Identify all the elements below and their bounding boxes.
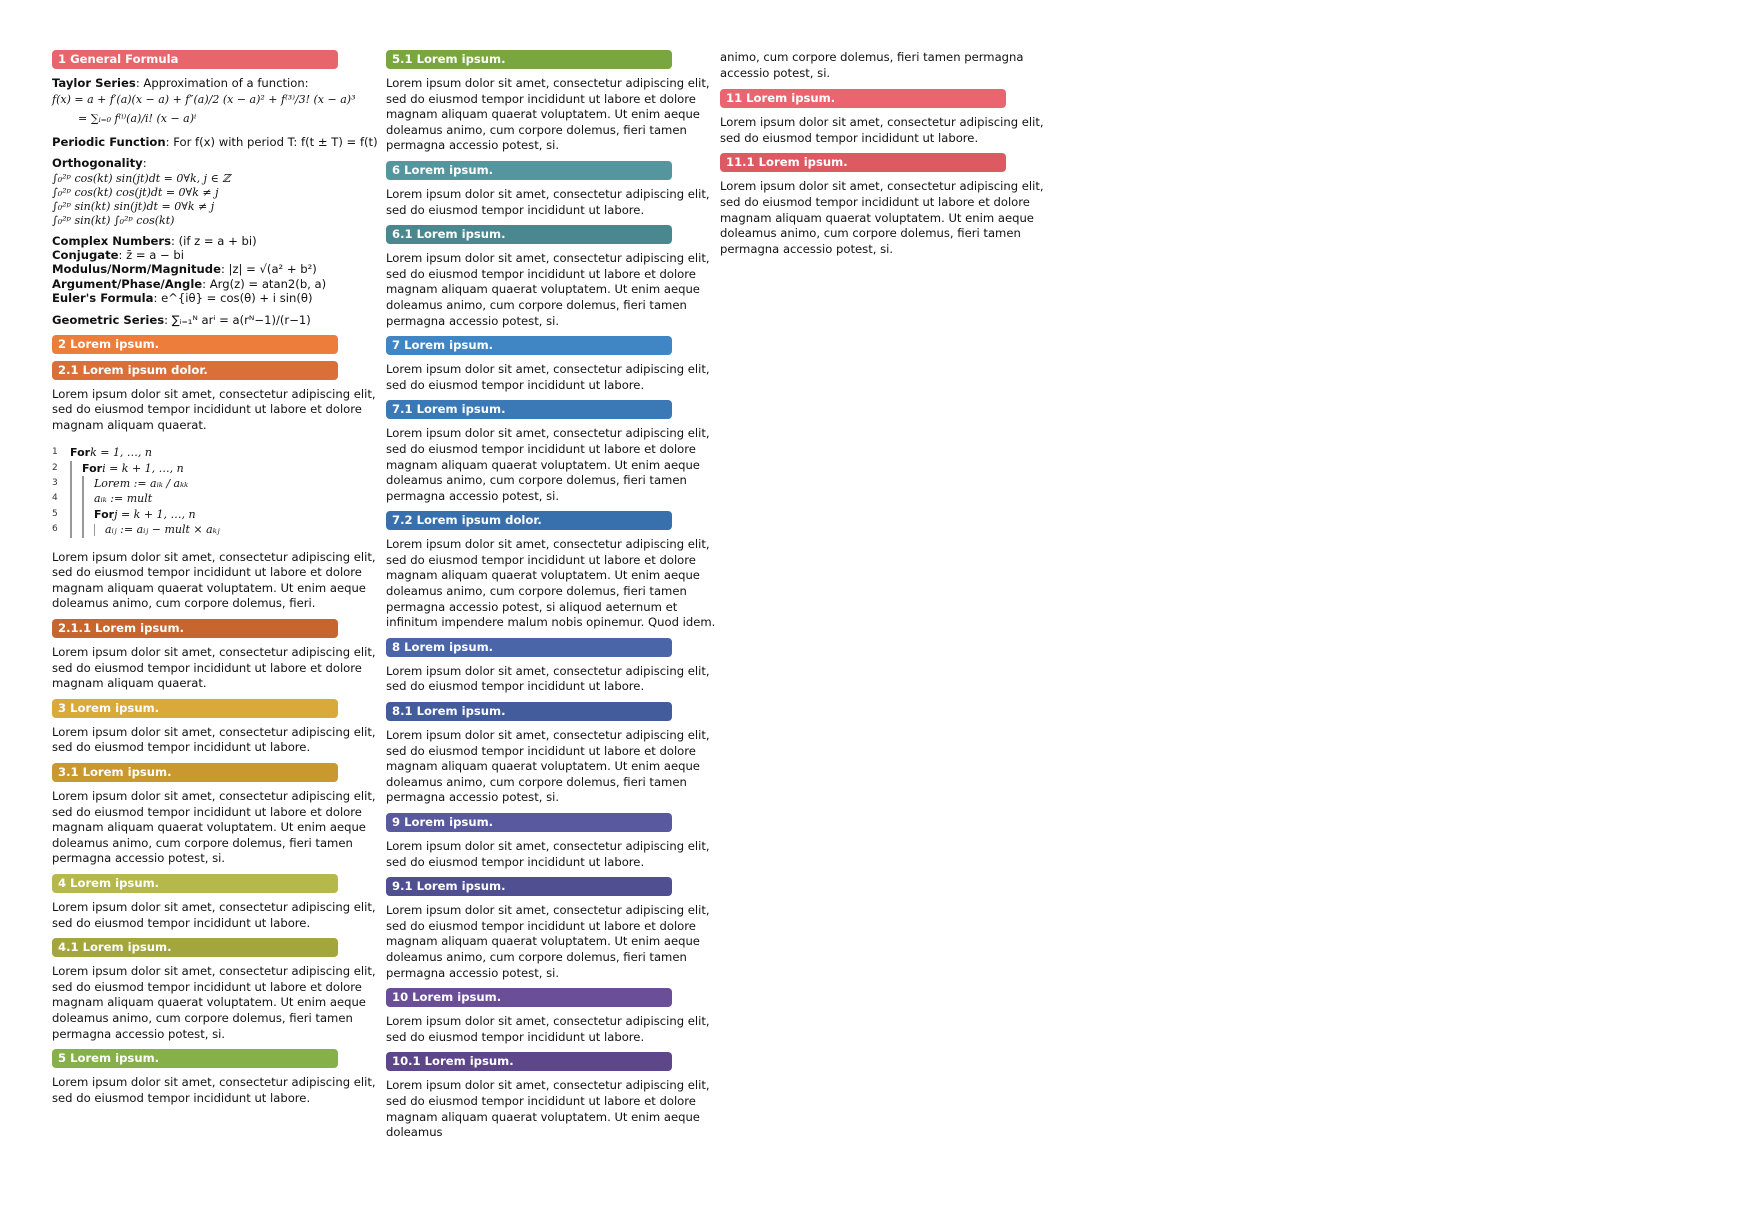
section-10-1-paragraph-continued: animo, cum corpore dolemus, fieri tamen permagna accessio potest, si. xyxy=(720,50,1024,80)
orthogonality-formula: ∫₀²ᵖ cos(kt) sin(jt)dt = 0∀k, j ∈ ℤ xyxy=(52,171,231,185)
complex-text: : (if z = a + bi) xyxy=(171,233,257,248)
section-3-header: 3 Lorem ipsum. xyxy=(52,699,338,718)
orthogonality-formula: ∫₀²ᵖ cos(kt) cos(jt)dt = 0∀k ≠ j xyxy=(52,185,219,199)
section-3-1-header: 3.1 Lorem ipsum. xyxy=(52,763,338,782)
taylor-text: : Approximation of a function: xyxy=(135,76,309,90)
line-number: 6 xyxy=(52,524,58,535)
column-2 xyxy=(386,50,716,1148)
algo-keyword: For xyxy=(82,461,103,475)
section-8-1-paragraph: Lorem ipsum dolor sit amet, consectetur adipiscing elit, sed do eiusmod tempor incididunt ut labore et dolore magnam aliquam quaerat voluptatem. Ut enim aeque doleamus animo, cum corpore dolemus, fieri tamen permagna accessio potest, si. xyxy=(386,728,710,805)
section-11-header: 11 Lorem ipsum. xyxy=(720,89,1006,108)
section-2-1-1-paragraph: Lorem ipsum dolor sit amet, consectetur adipiscing elit, sed do eiusmod tempor incididunt ut labore et dolore magnam aliquam quaerat. xyxy=(52,645,376,691)
column-1 xyxy=(52,50,382,1113)
taylor-formula-1: f(x) = a + f′(a)(x − a) + f″(a)/2 (x − a)² + f⁽³⁾/3! (x − a)³ xyxy=(52,92,356,106)
section-2-header: 2 Lorem ipsum. xyxy=(52,335,338,354)
section-4-1-header: 4.1 Lorem ipsum. xyxy=(52,938,338,957)
section-2-1-header: 2.1 Lorem ipsum dolor. xyxy=(52,361,338,380)
section-6-1-paragraph: Lorem ipsum dolor sit amet, consectetur adipiscing elit, sed do eiusmod tempor incididunt ut labore et dolore magnam aliquam quaerat voluptatem. Ut enim aeque doleamus animo, cum corpore dolemus, fieri tamen permagna accessio potest, si. xyxy=(386,251,710,328)
section-7-1-header: 7.1 Lorem ipsum. xyxy=(386,400,672,419)
section-2-1-paragraph: Lorem ipsum dolor sit amet, consectetur adipiscing elit, sed do eiusmod tempor incididunt ut labore et dolore magnam aliquam quaerat. xyxy=(52,386,376,432)
section-9-1-header: 9.1 Lorem ipsum. xyxy=(386,877,672,896)
conjugate-label: Conjugate xyxy=(52,248,119,263)
section-9-1-paragraph: Lorem ipsum dolor sit amet, consectetur adipiscing elit, sed do eiusmod tempor incididunt ut labore et dolore magnam aliquam quaerat voluptatem. Ut enim aeque doleamus animo, cum corpore dolemus, fieri tamen permagna accessio potest, si. xyxy=(386,903,710,980)
algorithm-line xyxy=(52,507,382,522)
section-3-paragraph: Lorem ipsum dolor sit amet, consectetur adipiscing elit, sed do eiusmod tempor incididunt ut labore. xyxy=(52,724,376,755)
periodic-text: : For f(x) with period T: f(t ± T) = f(t) xyxy=(165,134,378,149)
algo-text: i = k + 1, …, n xyxy=(102,461,184,475)
algo-text: aᵢⱼ := aᵢⱼ − mult × aₖⱼ xyxy=(105,523,220,537)
line-number: 4 xyxy=(52,493,58,504)
orthogonality-label: Orthogonality xyxy=(52,156,143,171)
section-7-2-paragraph: Lorem ipsum dolor sit amet, consectetur adipiscing elit, sed do eiusmod tempor incididunt ut labore et dolore magnam aliquam quaerat voluptatem. Ut enim aeque doleamus animo, cum corpore dolemus, fieri tamen permagna accessio potest, si aliquod aeternum et infinitum impendere malum nobis opinemur. Quod idem. xyxy=(386,537,716,630)
conjugate-text: : z̄ = a − bi xyxy=(118,248,185,263)
section-5-1-paragraph: Lorem ipsum dolor sit amet, consectetur adipiscing elit, sed do eiusmod tempor incididunt ut labore et dolore magnam aliquam quaerat voluptatem. Ut enim aeque doleamus animo, cum corpore dolemus, fieri tamen permagna accessio potest, si. xyxy=(386,76,710,153)
algorithm-line xyxy=(52,476,382,491)
algorithm-line xyxy=(52,492,382,507)
section-6-1-header: 6.1 Lorem ipsum. xyxy=(386,225,672,244)
section-6-paragraph: Lorem ipsum dolor sit amet, consectetur adipiscing elit, sed do eiusmod tempor incididunt ut labore. xyxy=(386,186,710,217)
periodic-label: Periodic Function xyxy=(52,134,166,149)
orthogonality-formula: ∫₀²ᵖ sin(kt) sin(jt)dt = 0∀k ≠ j xyxy=(52,199,215,213)
section-9-header: 9 Lorem ipsum. xyxy=(386,813,672,832)
section-10-paragraph: Lorem ipsum dolor sit amet, consectetur adipiscing elit, sed do eiusmod tempor incididunt ut labore. xyxy=(386,1014,710,1044)
section-8-header: 8 Lorem ipsum. xyxy=(386,638,672,657)
section-10-1-paragraph: Lorem ipsum dolor sit amet, consectetur adipiscing elit, sed do eiusmod tempor incididunt ut labore et dolore magnam aliquam quaerat voluptatem. Ut enim aeque doleamus xyxy=(386,1078,710,1140)
section-5-header: 5 Lorem ipsum. xyxy=(52,1049,338,1068)
algo-text: j = k + 1, …, n xyxy=(114,507,196,521)
section-4-paragraph: Lorem ipsum dolor sit amet, consectetur adipiscing elit, sed do eiusmod tempor incididunt ut labore. xyxy=(52,900,376,930)
section-6-header: 6 Lorem ipsum. xyxy=(386,161,672,180)
section-10-1-header: 10.1 Lorem ipsum. xyxy=(386,1052,672,1071)
section-8-paragraph: Lorem ipsum dolor sit amet, consectetur adipiscing elit, sed do eiusmod tempor incididunt ut labore. xyxy=(386,663,710,694)
section-9-paragraph: Lorem ipsum dolor sit amet, consectetur adipiscing elit, sed do eiusmod tempor incididunt ut labore. xyxy=(386,839,710,869)
section-8-1-header: 8.1 Lorem ipsum. xyxy=(386,702,672,721)
line-number: 5 xyxy=(52,508,58,519)
algo-text: aᵢₖ := mult xyxy=(94,492,153,506)
line-number: 3 xyxy=(52,478,58,489)
section-4-1-paragraph: Lorem ipsum dolor sit amet, consectetur adipiscing elit, sed do eiusmod tempor incididunt ut labore et dolore magnam aliquam quaerat voluptatem. Ut enim aeque doleamus animo, cum corpore dolemus, fieri tamen permagna accessio potest, si. xyxy=(52,964,376,1041)
section-4-header: 4 Lorem ipsum. xyxy=(52,874,338,893)
argument-text: : Arg(z) = atan2(b, a) xyxy=(202,276,327,291)
complex-block xyxy=(52,234,382,305)
geometric-block xyxy=(52,313,382,329)
algo-keyword: For xyxy=(94,507,115,521)
orthogonality-formula: ∫₀²ᵖ sin(kt) ∫₀²ᵖ cos(kt) xyxy=(52,213,175,227)
algo-text: k = 1, …, n xyxy=(90,446,153,460)
modulus-label: Modulus/Norm/Magnitude xyxy=(52,262,221,277)
section-5-paragraph: Lorem ipsum dolor sit amet, consectetur adipiscing elit, sed do eiusmod tempor incididunt ut labore. xyxy=(52,1075,376,1105)
algorithm-block xyxy=(52,445,382,537)
orthogonality-colon: : xyxy=(142,156,147,171)
algorithm-line xyxy=(52,461,382,476)
algorithm-line xyxy=(52,522,382,537)
euler-text: : e^{iθ} = cos(θ) + i sin(θ) xyxy=(153,290,313,305)
section-11-paragraph: Lorem ipsum dolor sit amet, consectetur adipiscing elit, sed do eiusmod tempor incididunt ut labore. xyxy=(720,115,1044,145)
taylor-block xyxy=(52,76,382,127)
line-number: 1 xyxy=(52,447,58,458)
taylor-label: Taylor Series xyxy=(52,76,136,90)
line-number: 2 xyxy=(52,462,58,473)
section-3-1-paragraph: Lorem ipsum dolor sit amet, consectetur adipiscing elit, sed do eiusmod tempor incididunt ut labore et dolore magnam aliquam quaerat voluptatem. Ut enim aeque doleamus animo, cum corpore dolemus, fieri tamen permagna accessio potest, si. xyxy=(52,789,376,866)
complex-label: Complex Numbers xyxy=(52,233,172,248)
geometric-text: : ∑ᵢ₌₁ᴺ arⁱ = a(rᴺ−1)/(r−1) xyxy=(164,312,311,327)
modulus-text: : |z| = √(a² + b²) xyxy=(220,262,317,277)
section-2-1-paragraph-2: Lorem ipsum dolor sit amet, consectetur adipiscing elit, sed do eiusmod tempor incididunt ut labore et dolore magnam aliquam quaerat voluptatem. Ut enim aeque doleamus animo, cum corpore dolemus, fieri. xyxy=(52,549,376,611)
section-7-paragraph: Lorem ipsum dolor sit amet, consectetur adipiscing elit, sed do eiusmod tempor incididunt ut labore. xyxy=(386,362,710,392)
section-11-1-header: 11.1 Lorem ipsum. xyxy=(720,153,1006,172)
algo-keyword: For xyxy=(70,446,91,460)
algo-text: Lorem := aᵢₖ / aₖₖ xyxy=(94,477,189,491)
section-10-header: 10 Lorem ipsum. xyxy=(386,988,672,1007)
taylor-formula-2: = ∑ᵢ₌₀ f⁽ⁱ⁾(a)/i! (x − a)ⁱ xyxy=(78,112,197,126)
algorithm-line xyxy=(52,445,382,460)
argument-label: Argument/Phase/Angle xyxy=(52,276,203,291)
orthogonality-block xyxy=(52,156,382,228)
section-1-header: 1 General Formula xyxy=(52,50,338,69)
periodic-block xyxy=(52,135,382,151)
section-2-1-1-header: 2.1.1 Lorem ipsum. xyxy=(52,619,338,638)
section-5-1-header: 5.1 Lorem ipsum. xyxy=(386,50,672,69)
section-11-1-paragraph: Lorem ipsum dolor sit amet, consectetur adipiscing elit, sed do eiusmod tempor incididunt ut labore et dolore magnam aliquam quaerat voluptatem. Ut enim aeque doleamus animo, cum corpore dolemus, fieri tamen permagna accessio potest, si. xyxy=(720,179,1044,256)
column-3 xyxy=(720,50,1050,264)
section-7-2-header: 7.2 Lorem ipsum dolor. xyxy=(386,511,672,530)
geometric-label: Geometric Series xyxy=(52,312,165,327)
euler-label: Euler's Formula xyxy=(52,290,154,305)
section-7-1-paragraph: Lorem ipsum dolor sit amet, consectetur adipiscing elit, sed do eiusmod tempor incididunt ut labore et dolore magnam aliquam quaerat voluptatem. Ut enim aeque doleamus animo, cum corpore dolemus, fieri tamen permagna accessio potest, si. xyxy=(386,426,710,503)
section-7-header: 7 Lorem ipsum. xyxy=(386,336,672,355)
